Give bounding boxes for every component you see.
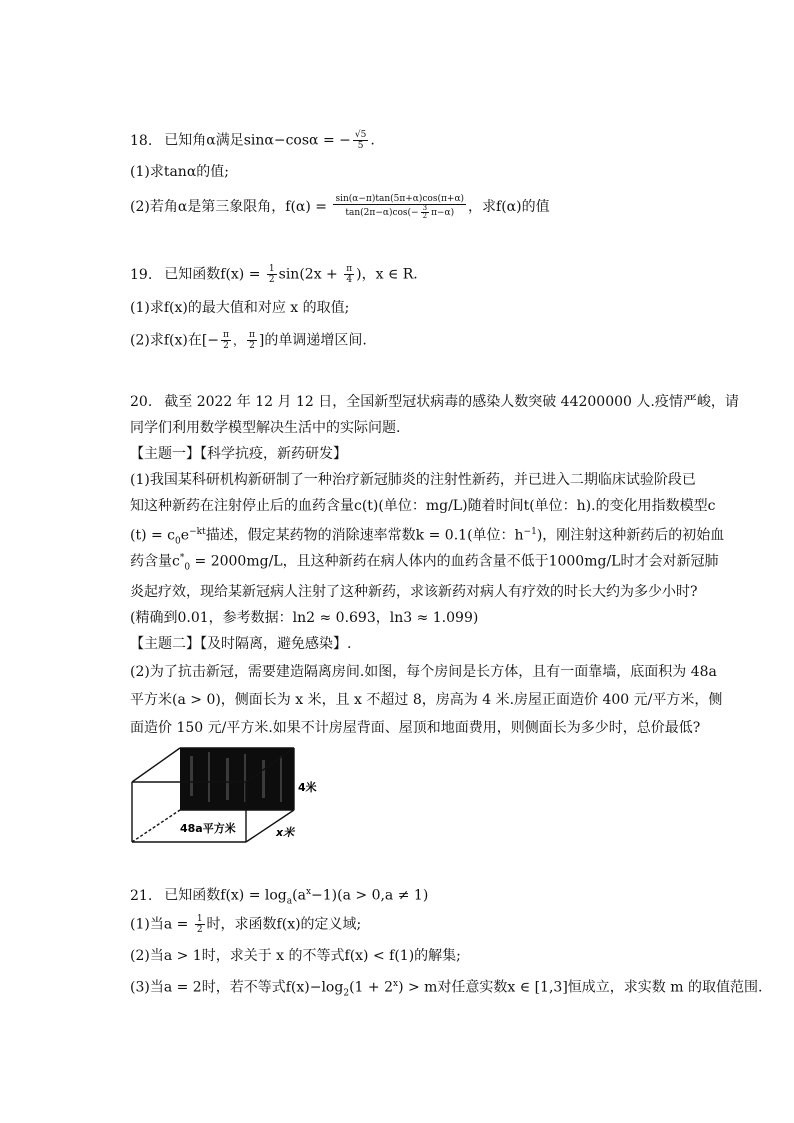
fig-area-label: 48a平方米 bbox=[180, 822, 236, 835]
q19-part1: (1)求f(x)的最大值和对应 x 的取值; bbox=[130, 300, 350, 316]
q20-line6: 药含量$c^*_0 = 2000mg/L$，且这种新药在病人体内的血药含量不低于1000mg/L时才会对新冠肺 bbox=[130, 553, 719, 573]
q18-part1: (1)求tanα的值; bbox=[130, 164, 229, 180]
q21-stem: 21. 已知函数$f(x) = \log_a(a^x-1)(a > 0,a \ne 1)$ bbox=[130, 887, 429, 907]
fig-height-label: 4米 bbox=[298, 781, 317, 794]
wall-face bbox=[180, 748, 294, 810]
q20-theme1: 【主题一】【科学抗疫，新药研发】 bbox=[130, 446, 347, 462]
q20-line5: $(t) = c_0e^{-kt}$描述，假定某药物的消除速率常数k = 0.1(单位：$h^{-1}$)，刚注射这种新药后的初始血 bbox=[130, 527, 725, 547]
q20-theme2: 【主题二】【及时隔离，避免感染】. bbox=[130, 636, 352, 652]
room-figure bbox=[130, 746, 330, 848]
q20-line10: 平方米(a > 0)，侧面长为 x 米，且 x 不超过 8，房高为 4 米.房屋正面造价 400 元/平方米，侧 bbox=[130, 692, 723, 708]
q21-number: 21. bbox=[130, 887, 153, 904]
q18-part2: (2)若角α是第三象限角，f(α) = sin(α−π)tan(5π+α)cos(π+α) tan(2π−α)cos(− $\frac{3}{2}$ π−α) ，求f(α)的值 bbox=[130, 194, 550, 220]
q20-line8: (精确到0.01，参考数据：ln2 ≈ 0.693，ln3 ≈ 1.099) bbox=[130, 610, 479, 626]
q19-part2: (2)求f(x)在[− $\frac{\pi}{2}$ ， $\frac{\pi}{2}$ ]的单调递增区间. bbox=[130, 330, 367, 351]
q19-number: 19. bbox=[130, 266, 153, 283]
q21-part1: (1)当a = $\frac{1}{2}$ 时，求函数f(x)的定义域; bbox=[130, 914, 362, 935]
q19-stem: 19. 已知函数f(x) = $\frac{1}{2}$ sin(2x + $\frac{\pi}{4}$ )，x ∈ R. bbox=[130, 264, 418, 285]
q20-line9: (2)为了抗击新冠，需要建造隔离房间.如图，每个房间是长方体，且有一面靠墙，底面积为 48a bbox=[130, 664, 717, 680]
q18-stem: 18. 已知角α满足sinα−cosα = − $\frac{√5}{5}$ . bbox=[130, 130, 375, 151]
q20-line1: 20. 截至 2022 年 12 月 12 日，全国新型冠状病毒的感染人数突破 44200000 人.疫情严峻，请 bbox=[130, 394, 739, 410]
q18-f-fraction: sin(α−π)tan(5π+α)cos(π+α) tan(2π−α)cos(− $\frac{3}{2}$ π−α) bbox=[335, 194, 465, 220]
q21-part3: (3)当a = 2时，若不等式$f(x)-\log_2(1 + 2^x) > m$对任意实数x ∈ [1,3]恒成立，求实数 m 的取值范围. bbox=[130, 979, 763, 999]
q20-line7: 炎起疗效，现给某新冠病人注射了这种新药，求该新药对病人有疗效的时长大约为多少小时? bbox=[130, 584, 698, 600]
q20-number: 20. bbox=[130, 394, 153, 410]
q20-line3: (1)我国某科研机构新研制了一种治疗新冠肺炎的注射性新药，并已进入二期临床试验阶段已 bbox=[130, 472, 696, 488]
q20-line4: 知这种新药在注射停止后的血药含量c(t)(单位：mg/L)随着时间t(单位：h).的变化用指数模型c bbox=[130, 498, 716, 514]
q18-number: 18. bbox=[130, 132, 153, 149]
q21-part2: (2)当a > 1时，求关于 x 的不等式f(x) < f(1)的解集; bbox=[130, 948, 461, 964]
fig-side-label: x米 bbox=[276, 826, 295, 839]
q20-line11: 面造价 150 元/平方米.如果不计房屋背面、屋顶和地面费用，则侧面长为多少时，总价最低? bbox=[130, 720, 701, 736]
q20-line2: 同学们利用数学模型解决生活中的实际问题. bbox=[130, 420, 401, 436]
q18-fraction: $\frac{√5}{5}$ bbox=[354, 130, 367, 151]
room-box-diagram bbox=[130, 746, 330, 848]
